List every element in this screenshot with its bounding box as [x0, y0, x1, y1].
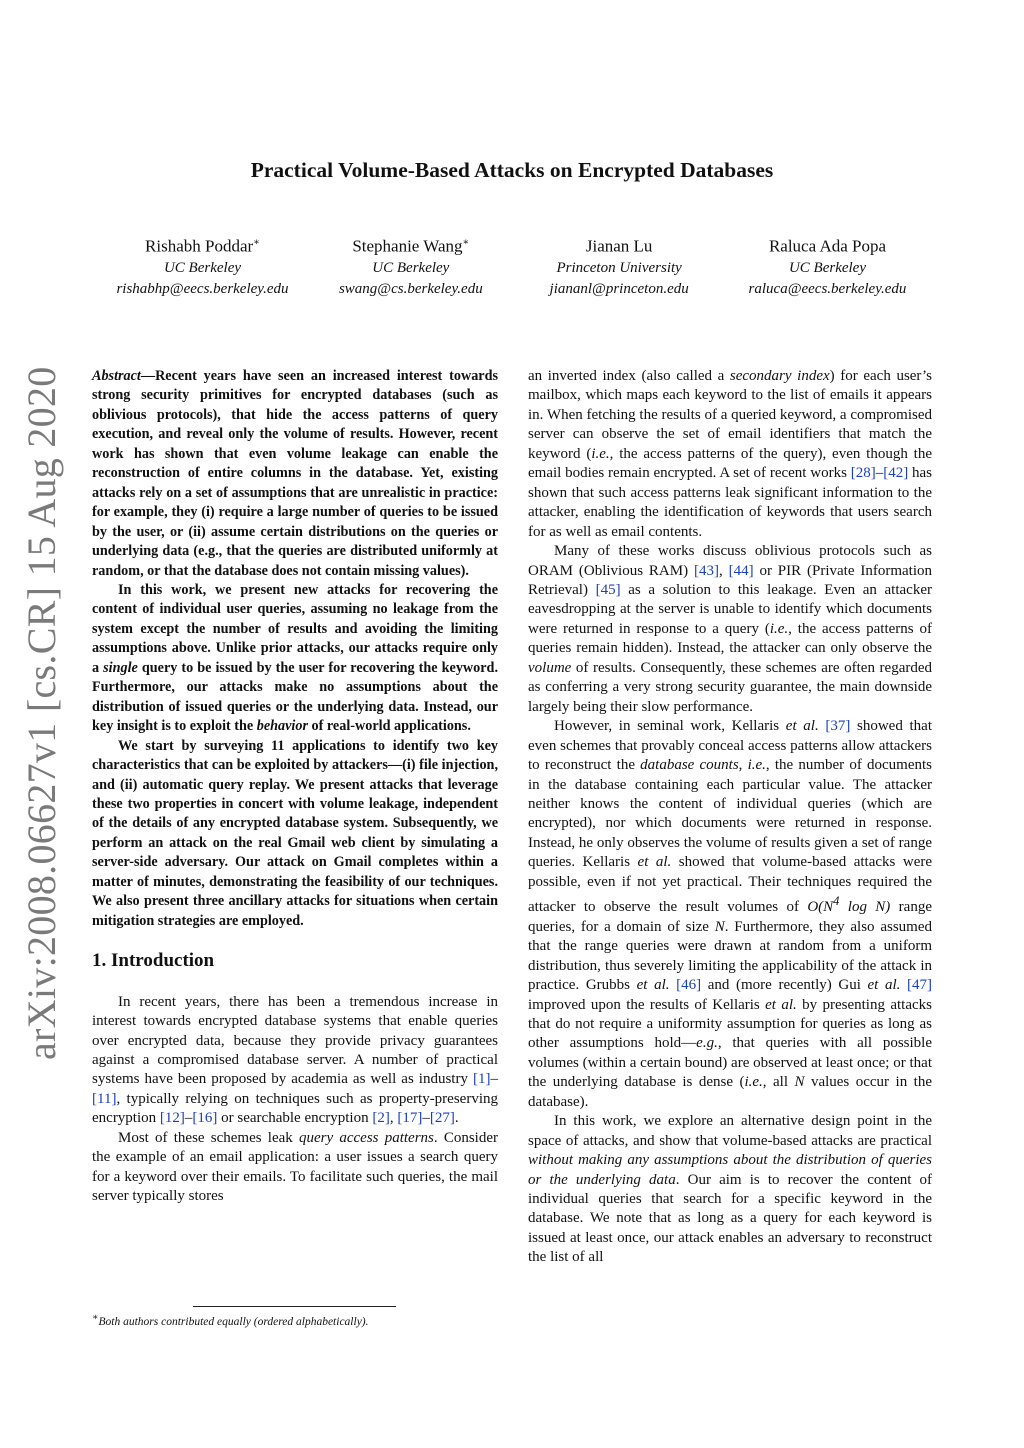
citation-link[interactable]: [37]: [825, 718, 851, 735]
body-paragraph-1: an inverted index (also called a secondary index) for each user’s mailbox, which maps each keyword to the list of emails it appears in. When fetching the results of a queried keyword, a compromised server can observe the set of email identifiers that match the keyword (i.e., the access patterns of the query), even though the email bodies remain encrypted. A set of recent works [28]–[42] has shown that such access patterns leak significant information to the attacker, enabling the identification of keywords that users search for as well as email contents.: [528, 368, 932, 540]
author-email: rishabhp@eecs.berkeley.edu: [116, 280, 289, 297]
footnote-text: Both authors contributed equally (ordered alphabetically).: [98, 1315, 369, 1328]
abstract-label: Abstract: [92, 368, 141, 384]
citation-link[interactable]: [46]: [676, 977, 702, 994]
body-paragraph-4: In this work, we explore an alternative design point in the space of attacks, and show that volume-based attacks are practical without making any assumptions about the distribution of queries or the underlying data. Our aim is to recover the content of individual queries that search for a specific keyword in the database. We note that as long as a query for each keyword is issued at least once, our attack enables an adversary to reconstruct the list of all: [528, 1113, 932, 1266]
left-column: [92, 367, 498, 1207]
arxiv-stamp-text: arXiv:2008.06627v1 [cs.CR] 15 Aug 2020: [19, 366, 64, 1060]
citation-link[interactable]: [11]: [92, 1090, 117, 1107]
citation-link[interactable]: [44]: [728, 562, 754, 579]
citation-link[interactable]: [43]: [693, 562, 719, 579]
abstract-p2: In this work, we present new attacks for recovering the content of individual user queries, assuming no leakage from the system except the number of results and avoiding the limiting assumptions above. Unlike prior attacks, our attacks require only a single query to be issued by the user for recovering the keyword. Furthermore, our attacks make no assumptions about the distribution of issued queries or the underlying data. Instead, our key insight is to exploit the behavior of real-world applications.: [92, 581, 498, 735]
author-mark: ∗: [462, 237, 470, 248]
body-paragraph-2: Many of these works discuss oblivious protocols such as ORAM (Oblivious RAM) [43], [44] or PIR (Private Information Retrieval) [45] as a solution to this leakage. Even an attacker eavesdropping at the server is unable to identify which documents were returned in response to a query (i.e., the access patterns of queries remain hidden). Instead, the attacker can only observe the volume of results. Consequently, these schemes are often regarded as conferring a very strong security guarantee, the main downside largely being their slow performance.: [528, 543, 933, 715]
author-2: [308, 232, 513, 300]
citation-link[interactable]: [27]: [429, 1110, 455, 1127]
author-mark: ∗: [253, 237, 260, 248]
author-name: Stephanie Wang: [352, 236, 463, 256]
citation-link[interactable]: [2]: [372, 1110, 390, 1127]
author-1: [100, 232, 305, 300]
citation-link[interactable]: [1]: [473, 1071, 491, 1088]
citation-link[interactable]: [12]: [159, 1110, 185, 1127]
author-name: Rishabh Poddar: [145, 236, 254, 256]
author-affiliation: Princeton University: [556, 259, 682, 276]
abstract-p1: Abstract—Recent years have seen an increased interest towards strong security primitives for encrypted databases (such as oblivious protocols), that hide the access patterns of query execution, and reveal only the volume of results. However, recent work has shown that even volume leakage can enable the reconstruction of entire columns in the database. Yet, existing attacks rely on a set of assumptions that are unrealistic in practice: for example, they (i) require a large number of queries to be issued by the user, or (ii) assume certain distributions on the queries or underlying data (e.g., that the queries are distributed uniformly at random, or that the database does not contain missing values).: [92, 368, 498, 579]
citation-link[interactable]: [45]: [595, 581, 621, 598]
citation-link[interactable]: [28]: [850, 465, 876, 482]
author-affiliation: UC Berkeley: [788, 259, 866, 276]
citation-link[interactable]: [47]: [907, 977, 933, 994]
math-expression: $O(N^4$ log N): [807, 894, 891, 916]
footnote-rule: [193, 1306, 396, 1307]
author-name: Raluca Ada Popa: [768, 236, 887, 256]
author-name: Jianan Lu: [585, 236, 653, 256]
footnote-mark: ∗: [92, 1312, 99, 1323]
citation-link[interactable]: [42]: [883, 465, 909, 482]
intro-paragraph-2: Most of these schemes leak query access patterns. Consider the example of an email application: a user issues a search query for a keyword over their emails. To facilitate such queries, the mail server typically stores: [92, 1129, 498, 1205]
body-paragraph-3: However, in seminal work, Kellaris et al. [37] showed that even schemes that provably conceal access patterns allow attackers to reconstruct the database counts, i.e., the number of documents in the database containing each particular value. The attacker neither knows the content of individual queries (which are encrypted), nor which documents were returned in response. Instead, he only observes the volume of results given a set of range queries. Kellaris et al. showed that volume-based attacks were possible, even if not yet practical. Their techniques required the attacker to observe the result volumes of $O(N^4$ log N) range queries, for a domain of size N. Furthermore, they also assumed that the range queries were drawn at random from a uniform distribution, thus severely limiting the applicability of the attack in practice. Grubbs et al. [46] and (more recently) Gui et al. [47] improved upon the results of Kellaris et al. by presenting attacks that do not require a uniformity assumption for queries as long as other assumptions hold—e.g., that queries with all possible volumes (within a certain bound) are observed at least once; or that the underlying database is dense (i.e., all N values occur in the database).: [528, 718, 933, 1110]
citation-link[interactable]: [17]: [397, 1110, 423, 1127]
author-email: swang@cs.berkeley.edu: [338, 280, 483, 297]
right-column: [528, 367, 932, 1268]
author-3: [517, 232, 722, 300]
footnote: [92, 1312, 369, 1328]
author-email: jiananl@princeton.edu: [549, 280, 689, 297]
abstract-p3: We start by surveying 11 applications to identify two key characteristics that can be exploited by attackers—(i) file injection, and (ii) automatic query replay. We present attacks that leverage these two properties in concert with volume leakage, independent of the details of any encrypted database system. Subsequently, we perform an attack on the real Gmail web client by simulating a server-side adversary. Our attack on Gmail completes within a matter of minutes, demonstrating the feasibility of our techniques. We also present three ancillary attacks for situations when certain mitigation strategies are employed.: [92, 737, 498, 929]
author-block: [100, 232, 930, 300]
section-heading-introduction: 1. Introduction: [92, 950, 215, 972]
intro-paragraph-1: In recent years, there has been a tremendous increase in interest towards encrypted database systems that enable queries over encrypted data, because they provide privacy guarantees against a compromised database server. A number of practical systems have been proposed by academia as well as industry [1]–[11], typically relying on techniques such as property-preserving encryption [12]–[16] or searchable encryption [2], [17]–[27].: [92, 993, 498, 1127]
author-affiliation: UC Berkeley: [163, 259, 242, 276]
author-affiliation: UC Berkeley: [372, 259, 450, 276]
citation-link[interactable]: [16]: [192, 1110, 218, 1127]
paper-title: Practical Volume-Based Attacks on Encrypted Databases: [250, 158, 774, 182]
author-email: raluca@eecs.berkeley.edu: [748, 280, 907, 297]
author-4: [725, 232, 930, 300]
